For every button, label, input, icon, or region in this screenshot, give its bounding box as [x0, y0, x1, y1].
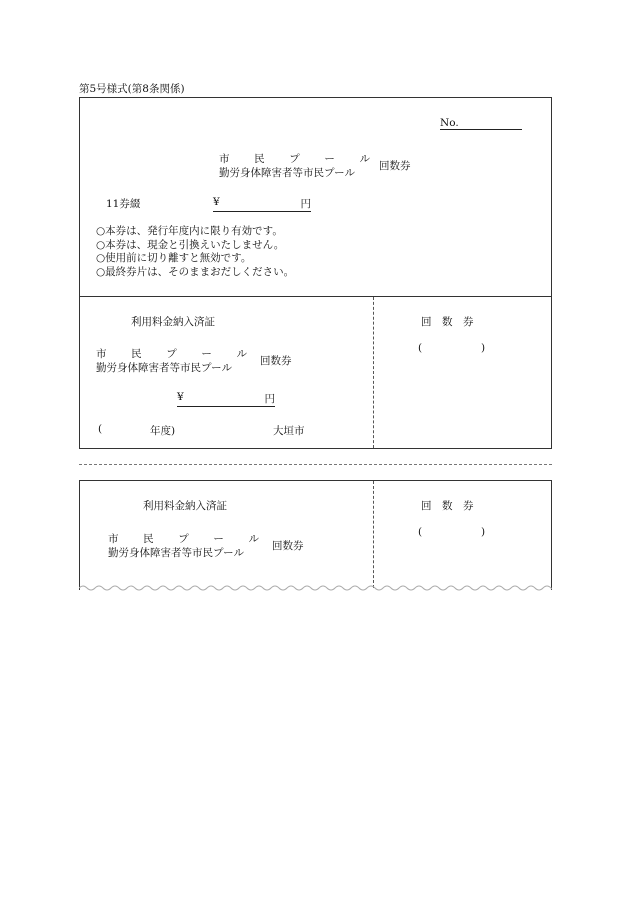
pool-char: 民: [254, 153, 265, 165]
kaisuken-label: 回数券: [379, 160, 411, 172]
yen-symbol: ¥: [177, 391, 184, 403]
stub2-pool-subtitle: 勤労身体障害者等市民プール: [108, 547, 244, 559]
pool-char: 市: [96, 348, 107, 360]
stub1-pool-chars: [96, 346, 247, 361]
stub1-city: 大垣市: [273, 425, 305, 437]
pool-char: 市: [219, 153, 230, 165]
tsuzuri-label: 11券綴: [106, 198, 141, 210]
pool-char: ー: [324, 153, 335, 165]
stub1-perforation: [373, 297, 374, 448]
stub1-year-open: (: [98, 423, 103, 435]
pool-subtitle: 勤労身体障害者等市民プール: [219, 167, 355, 179]
form-label: 第5号様式(第8条関係): [79, 83, 185, 95]
price-field: [213, 196, 311, 212]
no-label: No.: [440, 117, 522, 130]
pool-char: ル: [359, 153, 370, 165]
note-item: ○使用前に切り離すと無効です。: [96, 252, 252, 264]
stub1-paren-close: ): [481, 342, 486, 354]
yen-unit: 円: [300, 198, 311, 210]
stub1-price-field: [177, 391, 275, 407]
note-item: ○本券は、現金と引換えいたしません。: [96, 238, 285, 251]
stub2-paren-open: (: [418, 526, 423, 538]
stub1-kaisuken: 回数券: [260, 355, 292, 367]
pool-title-chars: [219, 151, 370, 166]
stub1-year-text: 年度): [150, 425, 176, 437]
pool-char: 民: [143, 533, 154, 545]
note-item: ○最終券片は、そのままおだしください。: [96, 265, 295, 278]
stub2-paren-close: ): [481, 526, 486, 538]
pool-char: ル: [236, 348, 247, 360]
stub2-receipt-title: 利用料金納入済証: [143, 500, 227, 512]
stub1-right-title: 回 数 券: [421, 316, 474, 328]
pool-char: ー: [201, 348, 212, 360]
pool-char: プ: [166, 348, 177, 360]
yen-unit: 円: [264, 393, 275, 405]
yen-symbol: ¥: [213, 196, 220, 208]
stub2-kaisuken: 回数券: [272, 540, 304, 552]
ticket-number: [440, 117, 522, 130]
stub1-receipt-title: 利用料金納入済証: [131, 316, 215, 328]
stub1-paren-open: (: [418, 342, 423, 354]
stub2-pool-chars: [108, 531, 259, 546]
stub2-perforation: [373, 481, 374, 588]
note-item: ○本券は、発行年度内に限り有効です。: [96, 225, 283, 237]
pool-char: プ: [289, 153, 300, 165]
cut-line: [79, 464, 552, 465]
pool-char: ル: [248, 533, 259, 545]
pool-char: 民: [131, 348, 142, 360]
stub2-right-title: 回 数 券: [421, 500, 474, 512]
pool-char: ー: [213, 533, 224, 545]
stub1-pool-subtitle: 勤労身体障害者等市民プール: [96, 362, 232, 374]
pool-char: 市: [108, 533, 119, 545]
torn-edge: [79, 583, 552, 593]
notes-list: [96, 225, 294, 279]
pool-char: プ: [178, 533, 189, 545]
